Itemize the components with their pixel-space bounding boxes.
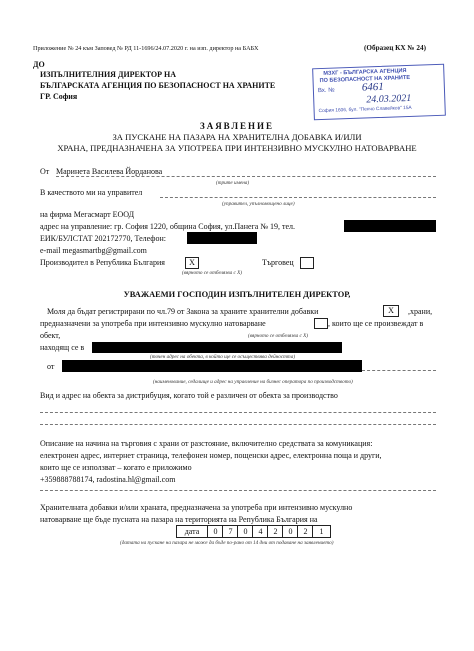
- addressee-to: ДО: [33, 60, 45, 69]
- distribution-line-2: [40, 424, 436, 425]
- form-number: (Образец КХ № 24): [364, 44, 426, 52]
- salutation: УВАЖАЕМИ ГОСПОДИН ИЗПЪЛНИТЕЛЕН ДИРЕКТОР,: [123, 290, 351, 299]
- operator-caption: (наименование, седалище и адрес на управление на бизнес оператора по производството): [153, 379, 353, 385]
- redacted-telephone: [187, 232, 257, 244]
- date-label: дата: [184, 527, 200, 536]
- management-address: адрес на управление: гр. София 1220, община София, ул.Панега № 19, тел.: [40, 222, 296, 231]
- from-label: От: [40, 167, 50, 176]
- redacted-phone: [344, 220, 436, 232]
- remote-trade-text-2: електронен адрес, интернет страница, телефонен номер, пощенски адрес, електронна поща и други,: [40, 451, 382, 460]
- request-text-2a: предназначени за употреба при интензивно мускулно натоварване: [40, 319, 266, 328]
- capacity-caption: (управител, упълномощено лице): [222, 201, 295, 207]
- date-digit: 1: [312, 526, 330, 537]
- addressee-director: ИЗПЪЛНИТЕЛНИЯ ДИРЕКТОР НА: [40, 70, 177, 79]
- market-placement-text-2: натоварване ще бъде пусната на пазара на територията на Република България на: [40, 515, 318, 524]
- producer-checkbox[interactable]: X: [185, 257, 199, 269]
- request-text-1a: Моля да бъдат регистрирани по чл.79 от Закона за храните хранителни добавки: [47, 307, 319, 316]
- document-subtitle-1: ЗА ПУСКАНЕ НА ПАЗАРА НА ХРАНИТЕЛНА ДОБАВКА И/ИЛИ: [112, 132, 362, 142]
- stamp-line1: МЗХГ - БЪЛГАРСКА АГЕНЦИЯ: [323, 68, 407, 77]
- addressee-city: ГР. София: [40, 92, 78, 101]
- distribution-line-1: [40, 412, 436, 413]
- date-digit: 7: [222, 526, 238, 537]
- redacted-operator: [62, 360, 362, 372]
- document-title: ЗАЯВЛЕНИЕ: [199, 121, 275, 131]
- date-digit: 2: [297, 526, 313, 537]
- eik-bulstat: ЕИК/БУЛСТАТ 202172770, Телефон:: [40, 234, 166, 243]
- market-date-field[interactable]: [176, 525, 331, 538]
- registration-stamp: [312, 64, 446, 121]
- trader-label: Търговец: [262, 258, 294, 267]
- request-text-3: обект,: [40, 331, 61, 340]
- remote-trade-text-3: които ще се използват – когато е приложимо: [40, 463, 192, 472]
- name-underline: [56, 176, 436, 177]
- request-text-2b: , които ще се произвеждат в: [328, 319, 424, 328]
- producer-label: Производител в Република България: [40, 258, 165, 267]
- firm-name: на фирма Мегасмарт ЕООД: [40, 210, 135, 219]
- date-digit: 0: [282, 526, 298, 537]
- capacity-text: В качеството ми на управител: [40, 188, 143, 197]
- site-address-caption: (точен адрес на обекта, в който ще се осъществява дейността): [150, 354, 296, 360]
- date-digit: 4: [252, 526, 268, 537]
- date-digit: 0: [237, 526, 253, 537]
- supplements-checkbox[interactable]: X: [383, 305, 399, 317]
- stamp-line2: ПО БЕЗОПАСНОСТ НА ХРАНИТЕ: [319, 74, 411, 85]
- foods-checkbox[interactable]: [314, 318, 328, 329]
- date-digit: 0: [207, 526, 223, 537]
- redacted-site-address: [92, 342, 342, 353]
- document-subtitle-2: ХРАНА, ПРЕДНАЗНАЧЕНА ЗА УПОТРЕБА ПРИ ИНТЕНЗИВНО МУСКУЛНО НАТОВАРВАНЕ: [57, 143, 417, 153]
- capacity-underline: [160, 197, 436, 198]
- operator-underline: [362, 370, 436, 371]
- market-placement-text-1: Хранителната добавки и/или храната, предназначена за употреба при интензивно мускулно: [40, 503, 353, 512]
- date-caption: (датата на пускане на пазара не може да бъде по-рано от 14 дни от подаване на заявлението): [120, 540, 334, 546]
- stamp-reg-number: 6461: [361, 80, 385, 94]
- remote-trade-contacts: +359888788174, radostina.hl@gmail.com: [40, 475, 176, 484]
- distribution-site-text: Вид и адрес на обекта за дистрибуция, когато той е различен от обекта за производство: [40, 391, 338, 400]
- appendix-reference: Приложение № 24 към Заповед № РД 11-1696/24.07.2020 г. на изп. директор на БАБХ: [33, 45, 259, 52]
- stamp-address: София 1606, бул. "Пенчо Славейков" 15А: [318, 105, 412, 115]
- remote-trade-text-1: Описание на начина на търговия с храни от разстояние, включително средствата за комуникация:: [40, 439, 373, 448]
- addressee-agency: БЪЛГАРСКАТА АГЕНЦИЯ ПО БЕЗОПАСНОСТ НА ХРАНИТЕ: [40, 81, 276, 90]
- request-caption-3: (вярното се отбелязва с Х): [248, 333, 308, 339]
- stamp-date: 24.03.2021: [366, 92, 412, 106]
- email-address: e-mail megasmartbg@gmail.com: [40, 246, 147, 255]
- date-digit: 2: [267, 526, 283, 537]
- mark-caption: (вярното се отбелязва с Х): [182, 270, 242, 276]
- remote-trade-line: [40, 490, 436, 491]
- stamp-reg-label: Вх. №: [317, 87, 335, 95]
- request-text-1b: ,храни,: [408, 307, 433, 316]
- trader-checkbox[interactable]: [300, 257, 314, 269]
- name-caption: (трите имена): [216, 180, 250, 186]
- located-at-label: находящ се в: [40, 343, 85, 352]
- applicant-name: Маринета Василева Йорданова: [56, 167, 163, 176]
- from-operator-label: от: [47, 362, 55, 371]
